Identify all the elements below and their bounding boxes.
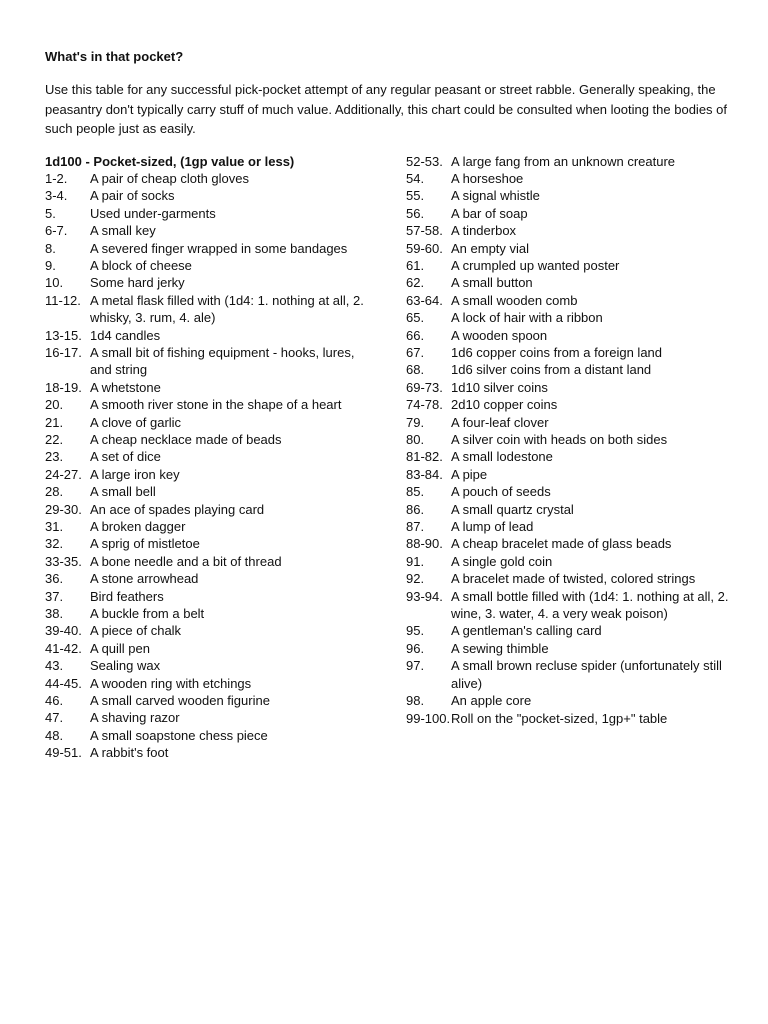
roll-range: 79. [406, 414, 425, 430]
table-row [406, 327, 736, 344]
table-row [45, 222, 375, 239]
item-description: A crumpled up wanted poster [451, 257, 620, 273]
table-row [406, 205, 736, 222]
table-row [406, 153, 736, 170]
document-title: What's in that pocket? [45, 49, 184, 64]
item-description: A clove of garlic [90, 414, 182, 430]
table-row [406, 466, 736, 483]
roll-range: 10. [45, 275, 64, 291]
roll-range: 1-2. [45, 170, 68, 186]
item-description: A stone arrowhead [90, 571, 199, 587]
roll-range: 39-40. [45, 623, 82, 639]
roll-range: 56. [406, 205, 425, 221]
table-row [406, 414, 736, 431]
table-row [45, 396, 375, 413]
document-page [45, 48, 735, 761]
item-description: A set of dice [90, 449, 161, 465]
item-description: A lock of hair with a ribbon [451, 310, 603, 326]
table-row [406, 240, 736, 257]
item-description: A pair of cheap cloth gloves [90, 170, 249, 186]
table-row [45, 327, 375, 344]
roll-range: 62. [406, 275, 425, 291]
item-description: A tinderbox [451, 223, 517, 239]
item-description: A small bell [90, 484, 156, 500]
item-description: A shaving razor [90, 710, 180, 726]
roll-range: 63-64. [406, 292, 443, 308]
table-row [45, 501, 375, 518]
roll-range: 81-82. [406, 449, 443, 465]
roll-range: 67. [406, 344, 425, 360]
roll-range: 11-12. [45, 292, 81, 308]
table-row [45, 187, 375, 204]
roll-range: 97. [406, 658, 425, 674]
table-row [45, 744, 375, 761]
item-description: A smooth river stone in the shape of a heart [90, 397, 342, 413]
item-description: A bracelet made of twisted, colored strings [451, 571, 696, 587]
item-description: A severed finger wrapped in some bandages [90, 240, 348, 256]
table-row [45, 466, 375, 483]
table-row [45, 344, 375, 379]
table-row [406, 622, 736, 639]
item-description: A large fang from an unknown creature [451, 153, 676, 169]
item-description: A small quartz crystal [451, 501, 574, 517]
table-row [45, 622, 375, 639]
table-row [406, 553, 736, 570]
roll-range: 37. [45, 588, 64, 604]
item-description: A quill pen [90, 640, 150, 656]
item-description: A wooden ring with etchings [90, 675, 252, 691]
table-row [406, 187, 736, 204]
roll-range: 36. [45, 571, 64, 587]
item-description: A horseshoe [451, 170, 524, 186]
item-description: Sealing wax [90, 658, 161, 674]
table-row [406, 222, 736, 239]
item-description: Used under-garments [90, 205, 216, 221]
table-row [406, 431, 736, 448]
item-description: A whetstone [90, 379, 161, 395]
table-row [45, 709, 375, 726]
table-row [406, 379, 736, 396]
item-description: A small brown recluse spider (unfortunately still alive) [451, 658, 722, 691]
roll-range: 86. [406, 501, 425, 517]
table-row [45, 274, 375, 291]
table-row [45, 240, 375, 257]
table-row [406, 570, 736, 587]
right-column [406, 153, 736, 727]
table-row [406, 518, 736, 535]
table-row [45, 379, 375, 396]
roll-range: 59-60. [406, 240, 443, 256]
table-row [406, 396, 736, 413]
item-description: An apple core [451, 693, 532, 709]
item-description: A sprig of mistletoe [90, 536, 200, 552]
roll-range: 55. [406, 188, 425, 204]
roll-range: 98. [406, 693, 425, 709]
left-column [45, 170, 375, 762]
roll-range: 68. [406, 362, 425, 378]
table-row [406, 292, 736, 309]
roll-range: 31. [45, 519, 64, 535]
table-row [45, 483, 375, 500]
table-row [45, 257, 375, 274]
item-description: Roll on the "pocket-sized, 1gp+" table [451, 710, 668, 726]
roll-range: 88-90. [406, 536, 443, 552]
table-row [45, 588, 375, 605]
item-description: 1d10 silver coins [451, 379, 548, 395]
roll-range: 95. [406, 623, 425, 639]
roll-range: 54. [406, 170, 425, 186]
item-description: A pair of socks [90, 188, 175, 204]
item-description: A pipe [451, 466, 488, 482]
roll-range: 38. [45, 606, 64, 622]
roll-range: 91. [406, 553, 425, 569]
roll-range: 52-53. [406, 153, 443, 169]
roll-range: 33-35. [45, 553, 82, 569]
roll-range: 99-100. [406, 710, 451, 726]
roll-range: 20. [45, 397, 64, 413]
roll-range: 32. [45, 536, 64, 552]
roll-range: 24-27. [45, 466, 82, 482]
item-description: A small bottle filled with (1d4: 1. nothing at all, 2. wine, 3. water, 4. a very weak poison) [451, 588, 729, 622]
table-row [45, 570, 375, 587]
item-description: A broken dagger [90, 519, 186, 535]
table-row [45, 205, 375, 222]
table-row [406, 483, 736, 500]
roll-range: 87. [406, 519, 425, 535]
table-row [406, 448, 736, 465]
item-description: A pouch of seeds [451, 484, 551, 500]
item-description: A small carved wooden figurine [90, 693, 270, 709]
table-row [406, 309, 736, 326]
table-row [45, 692, 375, 709]
roll-range: 48. [45, 727, 64, 743]
table-row [406, 535, 736, 552]
table-row [406, 710, 736, 727]
item-description: A small key [90, 223, 156, 239]
roll-range: 23. [45, 449, 64, 465]
roll-range: 3-4. [45, 188, 68, 204]
item-description: A small soapstone chess piece [90, 727, 268, 743]
table-row [45, 727, 375, 744]
item-description: An empty vial [451, 240, 530, 256]
roll-range: 9. [45, 257, 56, 273]
item-description: A single gold coin [451, 553, 553, 569]
roll-range: 13-15. [45, 327, 82, 343]
table-row [45, 431, 375, 448]
item-description: A small wooden comb [451, 292, 578, 308]
table-row [45, 675, 375, 692]
roll-range: 41-42. [45, 640, 82, 656]
item-description: Bird feathers [90, 588, 164, 604]
roll-range: 6-7. [45, 223, 68, 239]
roll-range: 8. [45, 240, 56, 256]
item-description: A signal whistle [451, 188, 540, 204]
item-description: A bar of soap [451, 205, 528, 221]
roll-range: 16-17. [45, 344, 82, 360]
roll-range: 61. [406, 257, 425, 273]
roll-range: 80. [406, 432, 425, 447]
item-description: A small button [451, 275, 533, 291]
roll-range: 66. [406, 327, 425, 343]
roll-range: 83-84. [406, 466, 443, 482]
roll-range: 46. [45, 693, 64, 709]
roll-range: 49-51. [45, 745, 82, 761]
roll-range: 22. [45, 431, 64, 447]
item-description: A silver coin with heads on both sides [451, 432, 668, 447]
table-row [45, 640, 375, 657]
roll-range: 43. [45, 658, 64, 674]
item-description: A block of cheese [90, 257, 192, 273]
roll-range: 74-78. [406, 397, 443, 413]
table-row [45, 448, 375, 465]
item-description: A large iron key [90, 466, 180, 482]
table-row [406, 257, 736, 274]
table-row [406, 588, 736, 623]
item-description: A rabbit's foot [90, 745, 169, 761]
roll-range: 29-30. [45, 501, 82, 517]
item-description: 2d10 copper coins [451, 397, 558, 413]
table-row [45, 414, 375, 431]
roll-range: 18-19. [45, 379, 82, 395]
roll-range: 21. [45, 414, 64, 430]
table-row [406, 361, 736, 378]
roll-range: 96. [406, 640, 425, 656]
item-description: A gentleman's calling card [451, 623, 602, 639]
table-row [45, 292, 375, 327]
roll-range: 28. [45, 484, 64, 500]
roll-range: 93-94. [406, 588, 443, 604]
roll-range: 85. [406, 484, 425, 500]
item-description: 1d6 copper coins from a foreign land [451, 344, 663, 360]
table-row [406, 344, 736, 361]
table-row [45, 170, 375, 187]
item-description: A small lodestone [451, 449, 553, 465]
item-description: 1d6 silver coins from a distant land [451, 362, 652, 378]
table-row [406, 640, 736, 657]
table-row [406, 170, 736, 187]
table-row [45, 535, 375, 552]
item-description: A wooden spoon [451, 327, 548, 343]
item-description: An ace of spades playing card [90, 501, 265, 517]
roll-range: 57-58. [406, 223, 443, 239]
table-row [406, 274, 736, 291]
roll-range: 92. [406, 571, 425, 587]
item-description: Some hard jerky [90, 275, 185, 291]
table-row [45, 657, 375, 674]
item-description: A metal flask filled with (1d4: 1. nothing at all, 2. whisky, 3. rum, 4. ale) [90, 292, 364, 326]
item-description: A lump of lead [451, 519, 534, 535]
roll-range: 44-45. [45, 675, 82, 691]
intro-paragraph: Use this table for any successful pick-pocket attempt of any regular peasant or street rabble. Generally speaking, the peasantry don't typically carry stuff of much value. Additionally, this chart could be consulted when looting the bodies of such people just as easily. [45, 82, 728, 136]
item-description: A sewing thimble [451, 640, 549, 656]
item-description: A cheap necklace made of beads [90, 431, 282, 447]
table-row [406, 501, 736, 518]
item-description: A small bit of fishing equipment - hooks, lures, and string [90, 344, 355, 378]
table-row [406, 657, 736, 692]
roll-range: 65. [406, 310, 425, 326]
table-row [45, 553, 375, 570]
table-row [45, 518, 375, 535]
roll-range: 5. [45, 205, 56, 221]
item-description: 1d4 candles [90, 327, 161, 343]
item-description: A buckle from a belt [90, 606, 205, 622]
table-row [406, 692, 736, 709]
roll-range: 69-73. [406, 379, 443, 395]
item-description: A cheap bracelet made of glass beads [451, 536, 672, 552]
item-description: A four-leaf clover [451, 414, 549, 430]
table-heading: 1d100 - Pocket-sized, (1gp value or less) [45, 153, 295, 169]
item-description: A piece of chalk [90, 623, 182, 639]
table-row [45, 605, 375, 622]
item-description: A bone needle and a bit of thread [90, 553, 282, 569]
roll-range: 47. [45, 710, 64, 726]
